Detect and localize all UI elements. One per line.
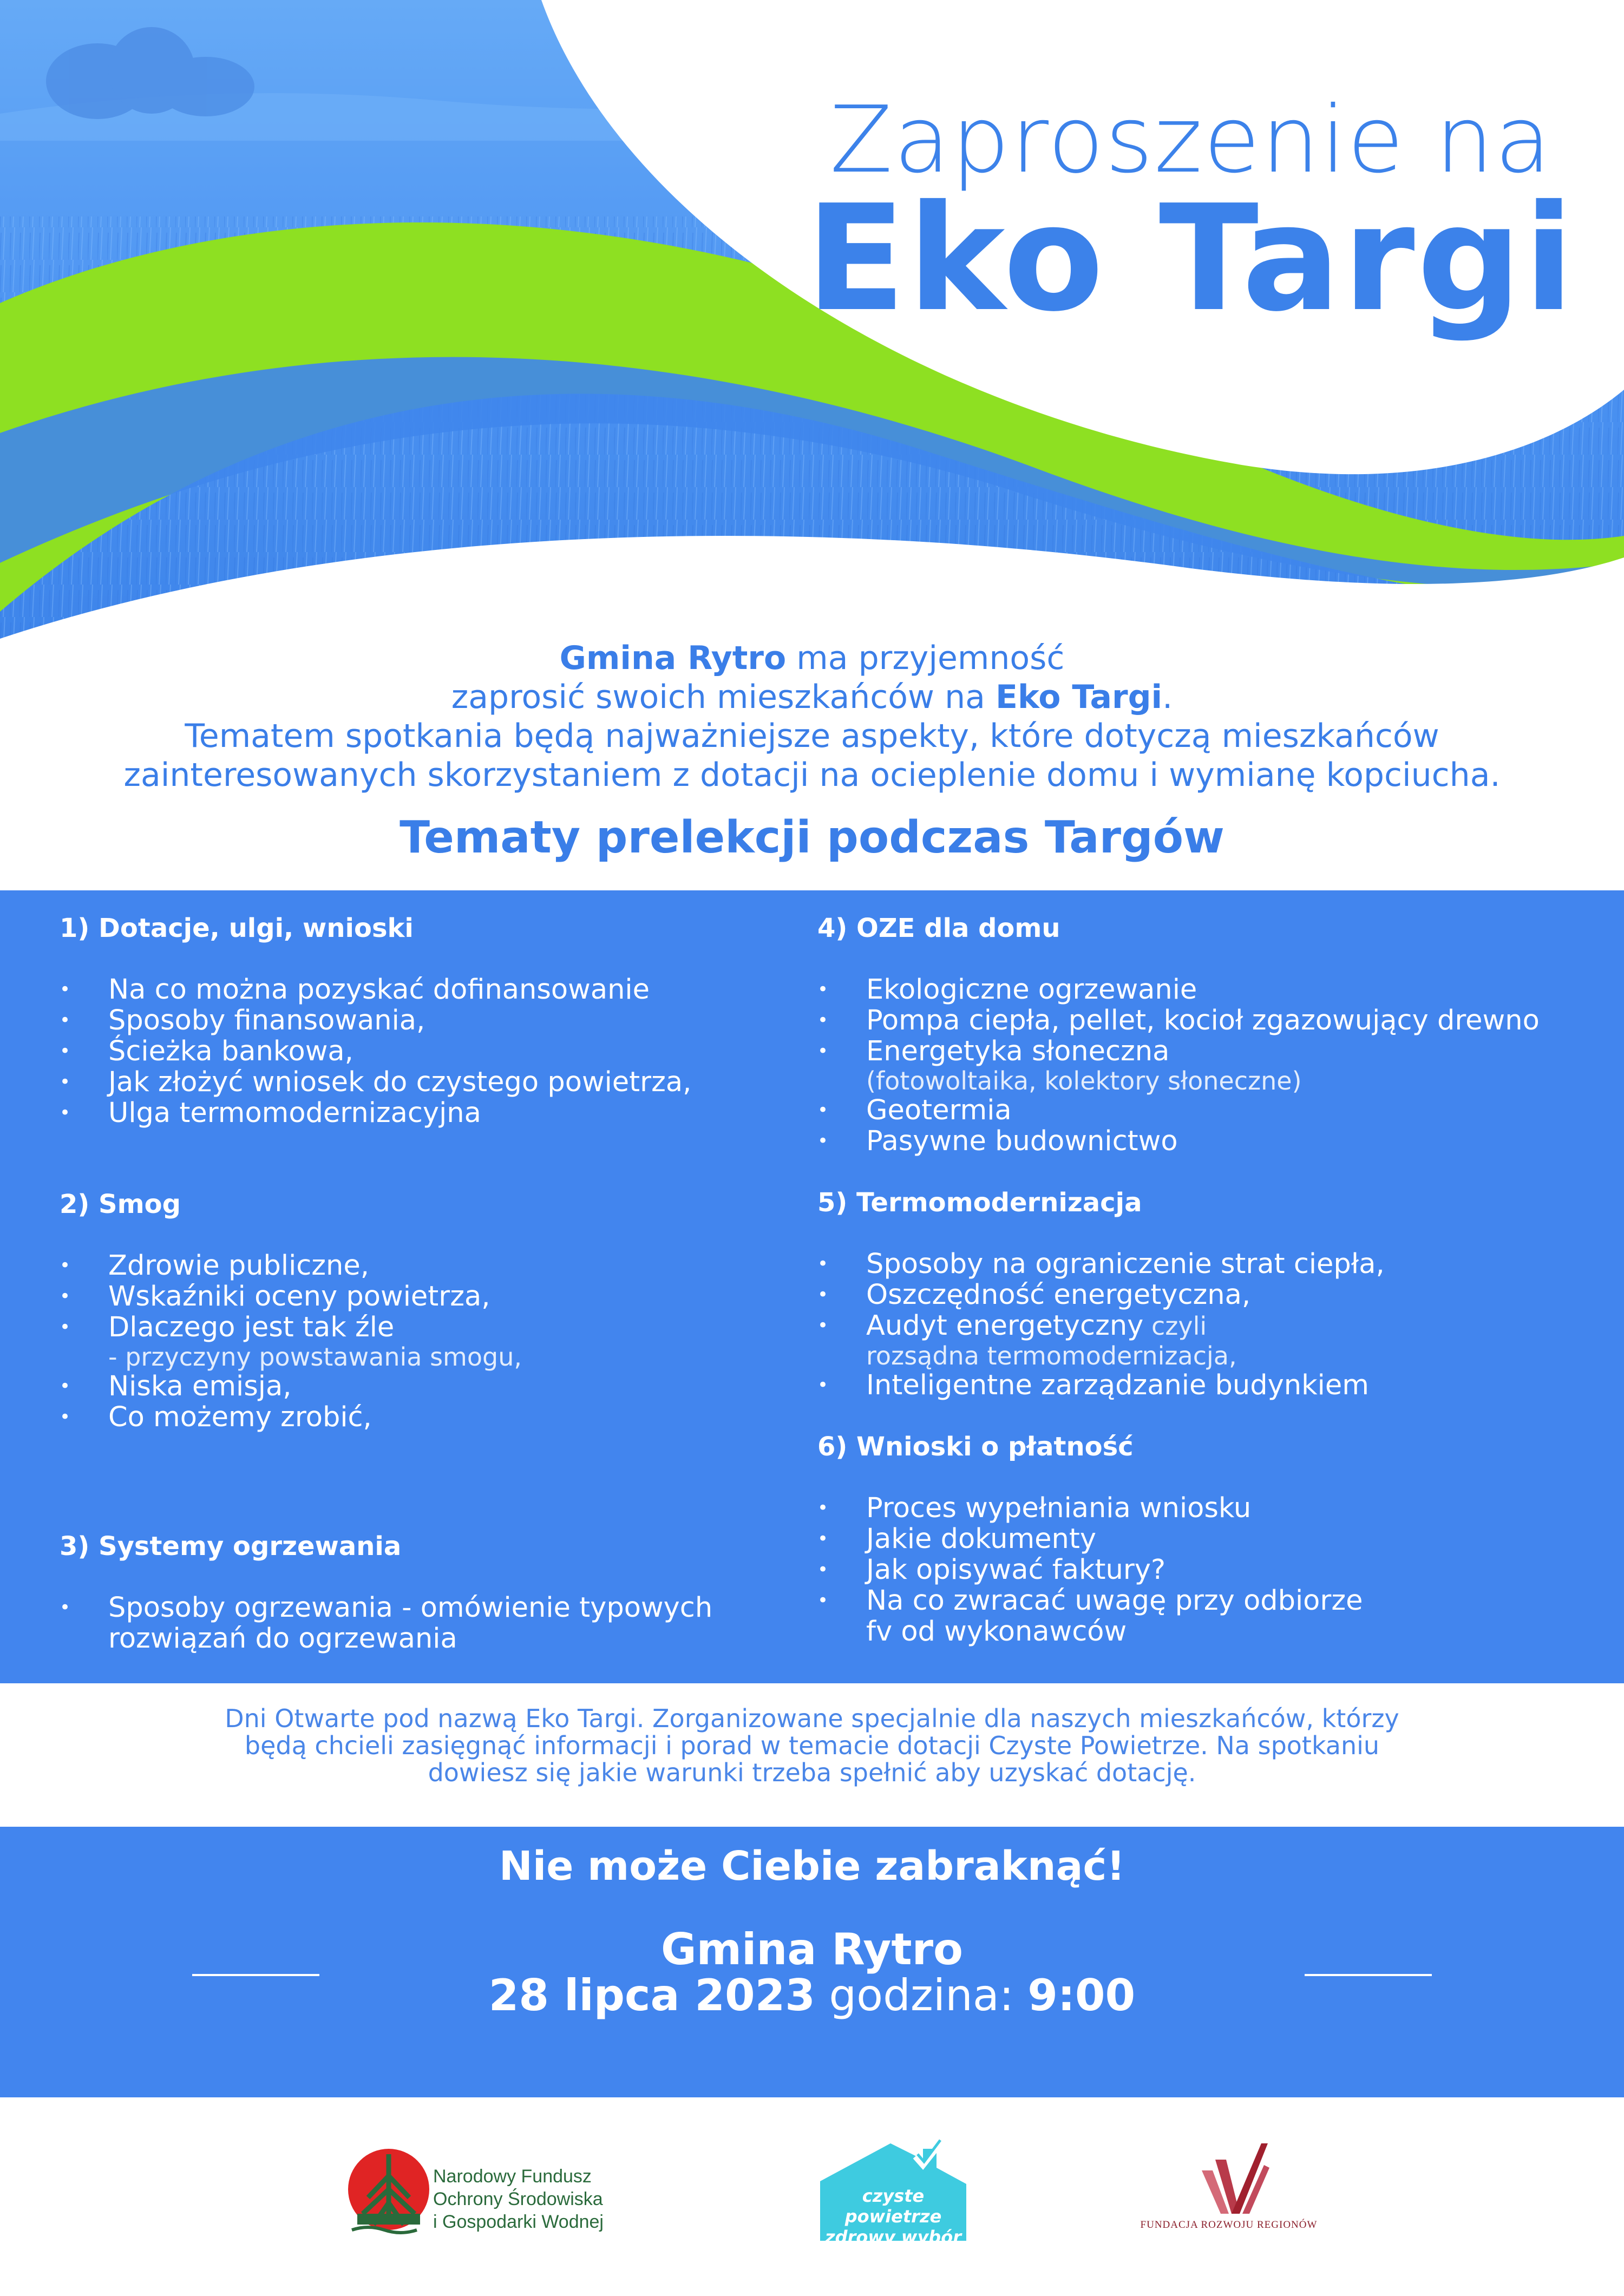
intro-line2-pre: zaprosić swoich mieszkańców na bbox=[451, 678, 996, 716]
list-item-sub: - przyczyny powstawania smogu, bbox=[108, 1342, 522, 1372]
divider-right bbox=[1305, 1974, 1432, 1976]
list-item: • Sposoby finansowania, bbox=[60, 1005, 425, 1037]
list-item: • Inteligentne zarządzanie budynkiem bbox=[817, 1369, 1369, 1401]
section-list bbox=[817, 974, 1602, 1157]
event-date-time: 28 lipca 2023 godzina: 9:00 bbox=[488, 1970, 1136, 2021]
intro-line2-end: . bbox=[1162, 678, 1173, 716]
intro-line3: Tematem spotkania będą najważniejsze aspekty, które dotyczą mieszkańców bbox=[185, 717, 1439, 755]
list-item-sub: rozsądna termomodernizacja, bbox=[866, 1341, 1237, 1370]
list-item: • Energetyka słoneczna (fotowoltaika, kolektory słoneczne) bbox=[817, 1036, 1602, 1095]
list-item: • Jak złożyć wniosek do czystego powietrza, bbox=[60, 1066, 692, 1098]
section-title: 1) Dotacje, ulgi, wnioski bbox=[60, 913, 414, 943]
section-list bbox=[60, 1592, 763, 1654]
intro-paragraph bbox=[81, 639, 1543, 795]
list-item: • Jak opisywać faktury? bbox=[817, 1554, 1166, 1586]
list-item: • Na co zwracać uwagę przy odbiorze fv od wykonawców bbox=[817, 1585, 1363, 1648]
intro-line1-rest: ma przyjemność bbox=[786, 639, 1065, 677]
list-item: • Sposoby na ograniczenie strat ciepła, bbox=[817, 1248, 1385, 1280]
section-title: 5) Termomodernizacja bbox=[817, 1188, 1142, 1218]
section-title: 3) Systemy ogrzewania bbox=[60, 1531, 402, 1562]
section-list bbox=[60, 1250, 763, 1433]
intro-event-name: Eko Targi bbox=[995, 678, 1163, 716]
event-band bbox=[0, 1827, 1624, 2097]
list-item: • Geotermia bbox=[817, 1094, 1012, 1126]
event-place: Gmina Rytro bbox=[660, 1924, 964, 1974]
nfosigw-name: Narodowy Fundusz Ochrony Środowiska i Gospodarki Wodnej bbox=[433, 2166, 604, 2232]
section-list bbox=[817, 1493, 1602, 1647]
section-title: 2) Smog bbox=[60, 1189, 181, 1219]
list-item: • Oszczędność energetyczna, bbox=[817, 1279, 1251, 1311]
list-item: • Niska emisja, bbox=[60, 1370, 292, 1402]
list-item: • Dlaczego jest tak źle - przyczyny powstawania smogu, bbox=[60, 1312, 763, 1371]
org-name: Gmina Rytro bbox=[559, 639, 787, 677]
section-list bbox=[60, 974, 763, 1129]
nfosigw-emblem-icon bbox=[346, 2143, 433, 2241]
list-item: • Audyt energetyczny czyli rozsądna termomodernizacja, bbox=[817, 1310, 1602, 1370]
list-item: • Proces wypełniania wniosku bbox=[817, 1492, 1252, 1524]
fundacja-rozwoju-regionow-logo: FUNDACJA ROZWOJU REGIONÓW bbox=[1126, 2138, 1332, 2246]
list-item: • Na co można pozyskać dofinansowanie bbox=[60, 974, 650, 1006]
section-title: 6) Wnioski o płatność bbox=[817, 1432, 1134, 1462]
list-item: • Jakie dokumenty bbox=[817, 1523, 1097, 1555]
title-line-1: Zaproszenie na bbox=[829, 87, 1553, 194]
divider-left bbox=[192, 1974, 319, 1976]
topics-band bbox=[0, 890, 1624, 1683]
info-paragraph: Dni Otwarte pod nazwą Eko Targi. Zorganizowane specjalnie dla naszych mieszkańców, którzy będą chcieli zasięgnąć informacji i porad w temacie dotacji Czyste Powietrze. Na spotkaniu dowiesz się jakie warunki trzeba spełnić aby uzyskać dotację. bbox=[225, 1704, 1399, 1787]
nfosigw-logo bbox=[346, 2143, 650, 2262]
cta-heading: Nie może Ciebie zabraknąć! bbox=[499, 1843, 1125, 1890]
topics-heading: Tematy prelekcji podczas Targów bbox=[400, 812, 1224, 863]
topics-left-column bbox=[60, 912, 763, 1654]
list-item: • Ścieżka bankowa, bbox=[60, 1035, 353, 1067]
list-item-sub: (fotowoltaika, kolektory słoneczne) bbox=[866, 1066, 1302, 1095]
section-list bbox=[817, 1249, 1602, 1401]
list-item: • Co możemy zrobić, bbox=[60, 1401, 372, 1433]
list-item: • Ekologiczne ogrzewanie bbox=[817, 974, 1197, 1006]
list-item: • Pompa ciepła, pellet, kocioł zgazowujący drewno bbox=[817, 1005, 1540, 1037]
section-title: 4) OZE dla domu bbox=[817, 913, 1060, 943]
list-item: • Wskaźniki oceny powietrza, bbox=[60, 1281, 490, 1313]
topics-right-column bbox=[817, 912, 1602, 1647]
list-item: • Pasywne budownictwo bbox=[817, 1125, 1178, 1157]
intro-line4: zainteresowanych skorzystaniem z dotacji na ocieplenie domu i wymianę kopciucha. bbox=[123, 756, 1501, 794]
frr-emblem-icon bbox=[1126, 2138, 1332, 2219]
list-item: • Ulga termomodernizacyjna bbox=[60, 1097, 481, 1129]
czyste-powietrze-logo: czyste powietrze zdrowy wybór bbox=[820, 2138, 966, 2241]
title-line-2: Eko Targi bbox=[806, 173, 1576, 344]
list-item: • Sposoby ogrzewania - omówienie typowych rozwiązań do ogrzewania bbox=[60, 1592, 713, 1655]
list-item: • Zdrowie publiczne, bbox=[60, 1250, 369, 1282]
